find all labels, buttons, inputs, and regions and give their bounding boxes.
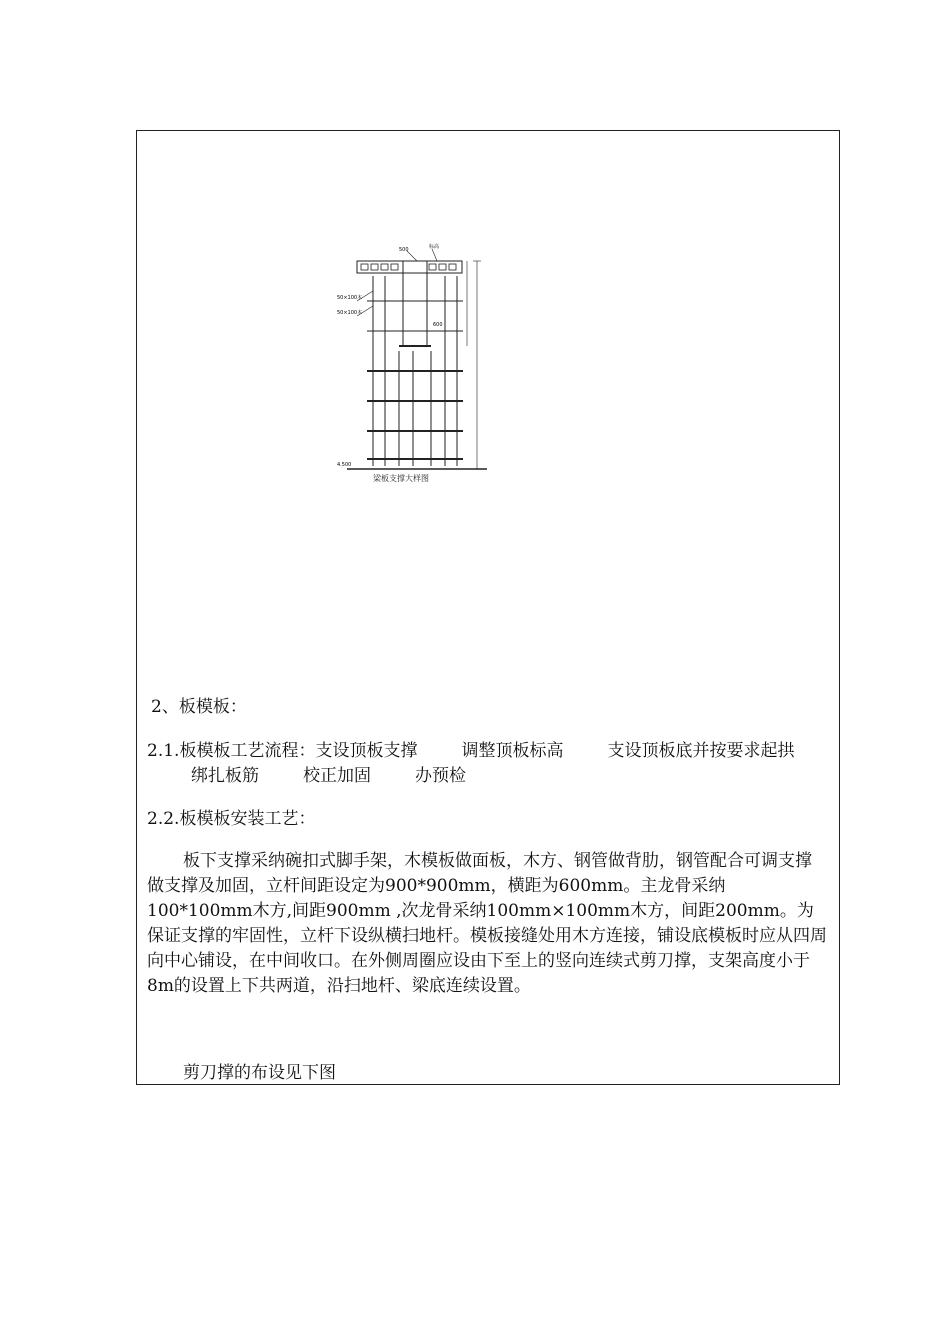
sub-heading: 2.2.板模板安装工艺：: [147, 809, 316, 829]
closing-line: 剪刀撑的布设见下图: [183, 1063, 336, 1083]
label-top-a: 500: [399, 247, 409, 253]
flow-prefix: 2.1.板模板工艺流程：: [147, 741, 316, 761]
section-heading: 2、板模板：: [151, 697, 247, 717]
flow-step-2: 调整顶板标高: [461, 741, 564, 761]
diagram-caption: 梁板支撑大样图: [373, 474, 429, 483]
label-left-a: 50×100木: [337, 295, 363, 301]
content-frame: [136, 130, 840, 1085]
label-mid: 600: [433, 322, 443, 328]
flow-step-1: 支设顶板支撑: [315, 741, 418, 761]
flow-step-5: 校正加固: [303, 766, 371, 786]
formwork-support-diagram: [337, 241, 497, 491]
label-top-b: 标高: [429, 244, 440, 250]
label-left-b: 50×100木: [337, 310, 363, 316]
flow-step-6: 办预检: [415, 766, 466, 786]
process-flow: [147, 739, 827, 789]
label-bottom: 4.500: [337, 462, 352, 468]
installation-paragraph: 板下支撑采纳碗扣式脚手架，木模板做面板，木方、钢管做背肋，钢管配合可调支撑做支撑及加固，立杆间距设定为900*900mm，横距为600mm。主龙骨采纳100*100mm木方,间距900mm ,次龙骨采纳100mm×100mm木方，间距200mm。为保证支撑的牢固性，立杆下设纵横扫地杆。模板接缝处用木方连接，铺设底模板时应从四周向中心铺设，在中间收口。在外侧周圈应设由下至上的竖向连续式剪刀撑，支架高度小于8m的设置上下共两道，沿扫地杆、梁底连续设置。: [147, 851, 827, 996]
flow-step-4: 绑扎板筋: [191, 766, 259, 786]
flow-step-3: 支设顶板底并按要求起拱: [607, 741, 795, 761]
